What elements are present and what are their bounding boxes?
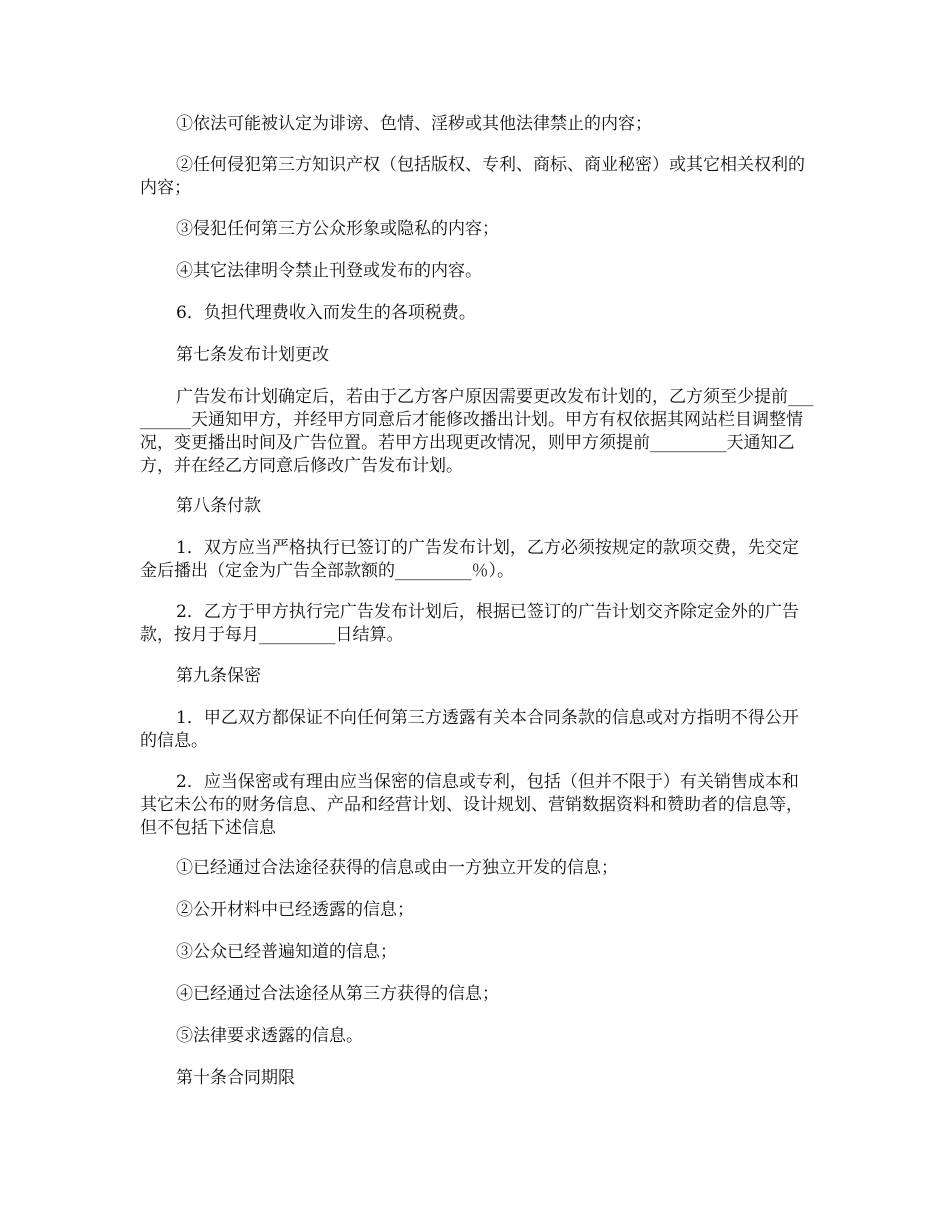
paragraph-confidentiality-1: 1．甲乙双方都保证不向任何第三方透露有关本合同条款的信息或对方指明不得公开的信息。 [140,708,799,751]
section-heading-article-8: 第八条付款 [176,496,261,516]
paragraph-exception-4: ④已经通过合法途径从第三方获得的信息； [176,984,499,1004]
section-heading-article-9: 第九条保密 [176,666,261,686]
paragraph-exception-5: ⑤法律要求透露的信息。 [176,1026,363,1046]
section-heading-article-7: 第七条发布计划更改 [176,345,329,365]
paragraph-clause-6: 6．负担代理费收入而发生的各项税费。 [176,303,476,323]
paragraph-clause-item-1: ①依法可能被认定为诽谤、色情、淫秽或其他法律禁止的内容； [176,114,652,134]
paragraph-exception-1: ①已经通过合法途径获得的信息或由一方独立开发的信息； [176,858,618,878]
paragraph-exception-3: ③公众已经普遍知道的信息； [176,942,397,962]
paragraph-payment-1: 1．双方应当严格执行已签订的广告发布计划，乙方必须按规定的款项交费，先交定金后播出（定金为广告全部款额的_________％）。 [140,538,799,581]
paragraph-payment-2: 2．乙方于甲方执行完广告发布计划后，根据已签订的广告计划交齐除定金外的广告款，按月于每月_________日结算。 [140,602,799,645]
paragraph-confidentiality-2: 2．应当保密或有理由应当保密的信息或专利，包括（但并不限于）有关销售成本和其它未公布的财务信息、产品和经营计划、设计规划、营销数据资料和赞助者的信息等，但不包括下述信息 [140,772,803,838]
paragraph-plan-change: 广告发布计划确定后，若由于乙方客户原因需要更改发布计划的，乙方须至少提前_________天通知甲方，并经甲方同意后才能修改播出计划。甲方有权依据其网站栏目调整情况，变更播出时间及广告位置。若甲方出现更改情况，则甲方须提前_________天通知乙方，并在经乙方同意后修改广告发布计划。 [140,387,814,476]
section-heading-article-10: 第十条合同期限 [176,1068,295,1088]
paragraph-clause-item-4: ④其它法律明令禁止刊登或发布的内容。 [176,261,482,281]
paragraph-exception-2: ②公开材料中已经透露的信息； [176,900,414,920]
paragraph-clause-item-3: ③侵犯任何第三方公众形象或隐私的内容； [176,219,499,239]
paragraph-clause-item-2: ②任何侵犯第三方知识产权（包括版权、专利、商标、商业秘密）或其它相关权利的内容； [140,155,805,198]
